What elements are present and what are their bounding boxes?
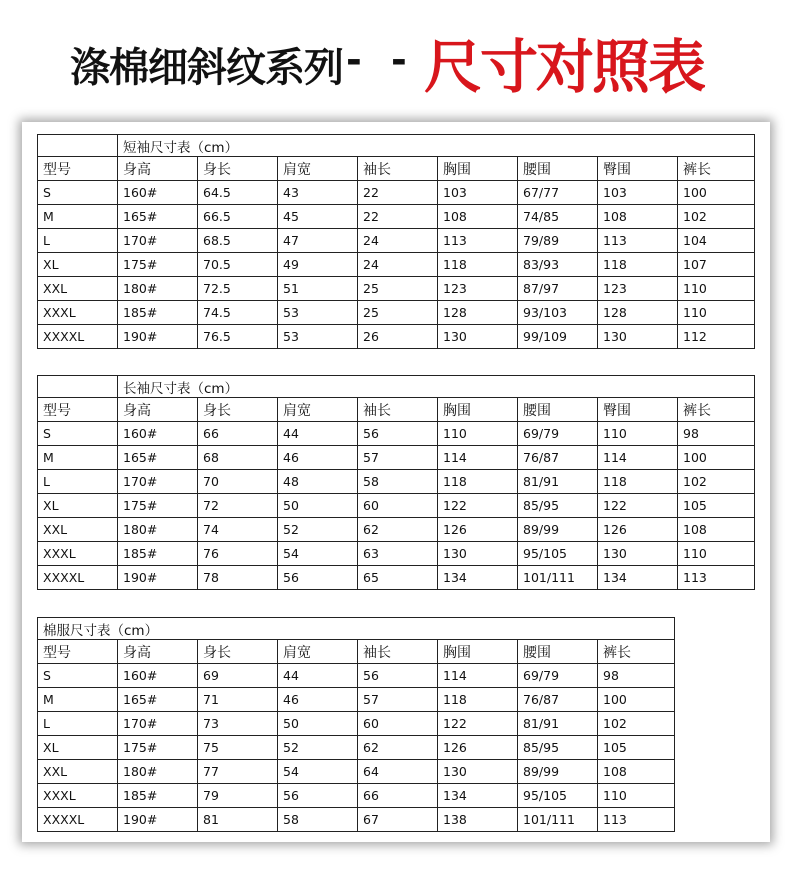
table-cell: 56	[358, 422, 438, 446]
size-code-cell: M	[38, 205, 118, 229]
table-cell: 175#	[118, 736, 198, 760]
table-cell: 100	[678, 446, 755, 470]
title-separator: - -	[346, 38, 415, 82]
table-cell: 134	[598, 566, 678, 590]
table-cell: 110	[678, 301, 755, 325]
table-cell: 62	[358, 736, 438, 760]
table-cell: 185#	[118, 542, 198, 566]
table-row	[38, 470, 755, 494]
table-row	[38, 784, 675, 808]
table-cell: 170#	[118, 712, 198, 736]
table-cell: 170#	[118, 229, 198, 253]
header-cell: 胸围	[438, 157, 518, 181]
table-cell: 110	[438, 422, 518, 446]
table-body	[38, 664, 675, 832]
table-caption: 短袖尺寸表（cm）	[118, 135, 755, 157]
table-cell: 44	[278, 664, 358, 688]
table-cell: 165#	[118, 446, 198, 470]
table-caption: 长袖尺寸表（cm）	[118, 376, 755, 398]
table-cell: 112	[678, 325, 755, 349]
long-sleeve-size-table	[37, 375, 755, 590]
size-code-cell: M	[38, 446, 118, 470]
table-cell: 44	[278, 422, 358, 446]
table-caption: 棉服尺寸表（cm）	[38, 618, 675, 640]
table-cell: 79	[198, 784, 278, 808]
table-cell: 76/87	[518, 446, 598, 470]
header-cell: 身长	[198, 398, 278, 422]
table-cell: 72	[198, 494, 278, 518]
table-row	[38, 736, 675, 760]
table-row	[38, 494, 755, 518]
header-cell: 肩宽	[278, 398, 358, 422]
table-cell: 128	[598, 301, 678, 325]
size-code-cell: XXXL	[38, 301, 118, 325]
table-cell: 56	[278, 566, 358, 590]
caption-blank-cell	[38, 376, 118, 398]
table-cell: 102	[598, 712, 675, 736]
size-code-cell: L	[38, 712, 118, 736]
table-cell: 52	[278, 518, 358, 542]
table-row	[38, 325, 755, 349]
table-cell: 114	[438, 446, 518, 470]
table-cell: 118	[598, 253, 678, 277]
table-cell: 134	[438, 784, 518, 808]
table-cell: 160#	[118, 664, 198, 688]
table-cell: 123	[598, 277, 678, 301]
table-cell: 108	[598, 205, 678, 229]
header-cell: 身高	[118, 398, 198, 422]
size-code-cell: S	[38, 422, 118, 446]
table-cell: 81/91	[518, 712, 598, 736]
table-row	[38, 808, 675, 832]
table-cell: 58	[278, 808, 358, 832]
table-cell: 67	[358, 808, 438, 832]
table-cell: 25	[358, 277, 438, 301]
table-cell: 47	[278, 229, 358, 253]
header-cell: 身长	[198, 157, 278, 181]
table-cell: 24	[358, 229, 438, 253]
table-cell: 45	[278, 205, 358, 229]
table-row	[38, 542, 755, 566]
header-cell: 腰围	[518, 640, 598, 664]
header-cell: 型号	[38, 640, 118, 664]
table-cell: 114	[598, 446, 678, 470]
header-cell: 袖长	[358, 398, 438, 422]
table-row	[38, 277, 755, 301]
table-cell: 64.5	[198, 181, 278, 205]
table-cell: 130	[438, 542, 518, 566]
table-cell: 190#	[118, 566, 198, 590]
header-cell: 裤长	[598, 640, 675, 664]
table-row	[38, 301, 755, 325]
size-code-cell: L	[38, 470, 118, 494]
table-cell: 108	[598, 760, 675, 784]
table-cell: 105	[678, 494, 755, 518]
table-cell: 81/91	[518, 470, 598, 494]
table-cell: 98	[678, 422, 755, 446]
header-cell: 裤长	[678, 157, 755, 181]
table-cell: 138	[438, 808, 518, 832]
table-cell: 46	[278, 688, 358, 712]
table-cell: 122	[438, 494, 518, 518]
header-cell: 裤长	[678, 398, 755, 422]
table-cell: 43	[278, 181, 358, 205]
header-cell: 胸围	[438, 640, 518, 664]
table-cell: 114	[438, 664, 518, 688]
table-caption-row	[38, 376, 755, 398]
table-cell: 74	[198, 518, 278, 542]
size-code-cell: XXXL	[38, 542, 118, 566]
table-cell: 87/97	[518, 277, 598, 301]
table-cell: 50	[278, 494, 358, 518]
size-code-cell: S	[38, 181, 118, 205]
table-cell: 78	[198, 566, 278, 590]
size-code-cell: XL	[38, 253, 118, 277]
table-cell: 118	[438, 470, 518, 494]
table-cell: 76	[198, 542, 278, 566]
table-row	[38, 688, 675, 712]
size-code-cell: XL	[38, 736, 118, 760]
size-code-cell: L	[38, 229, 118, 253]
table-cell: 22	[358, 205, 438, 229]
table-row	[38, 229, 755, 253]
table-cell: 110	[598, 422, 678, 446]
size-code-cell: XXXXL	[38, 566, 118, 590]
table-cell: 180#	[118, 518, 198, 542]
table-cell: 105	[598, 736, 675, 760]
table-cell: 75	[198, 736, 278, 760]
table-row	[38, 422, 755, 446]
table-cell: 62	[358, 518, 438, 542]
table-cell: 185#	[118, 784, 198, 808]
table-cell: 22	[358, 181, 438, 205]
table-cell: 69/79	[518, 422, 598, 446]
caption-blank-cell	[38, 135, 118, 157]
table-cell: 56	[278, 784, 358, 808]
table-cell: 128	[438, 301, 518, 325]
table-cell: 74/85	[518, 205, 598, 229]
size-code-cell: XXL	[38, 518, 118, 542]
table-cell: 110	[598, 784, 675, 808]
cotton-padded-size-table	[37, 617, 675, 832]
size-code-cell: XXL	[38, 277, 118, 301]
table-cell: 70	[198, 470, 278, 494]
table-cell: 81	[198, 808, 278, 832]
table-cell: 118	[438, 253, 518, 277]
table-cell: 165#	[118, 688, 198, 712]
table-cell: 165#	[118, 205, 198, 229]
table-cell: 99/109	[518, 325, 598, 349]
header-cell: 袖长	[358, 157, 438, 181]
table-cell: 103	[438, 181, 518, 205]
table-cell: 53	[278, 301, 358, 325]
table-cell: 126	[438, 736, 518, 760]
table-cell: 102	[678, 470, 755, 494]
table-cell: 76.5	[198, 325, 278, 349]
table-row	[38, 518, 755, 542]
header-cell: 腰围	[518, 157, 598, 181]
size-code-cell: S	[38, 664, 118, 688]
size-code-cell: XXXXL	[38, 808, 118, 832]
table-cell: 130	[598, 325, 678, 349]
table-cell: 68.5	[198, 229, 278, 253]
table-cell: 79/89	[518, 229, 598, 253]
header-cell: 肩宽	[278, 640, 358, 664]
table-cell: 101/111	[518, 566, 598, 590]
table-cell: 89/99	[518, 518, 598, 542]
header-cell: 肩宽	[278, 157, 358, 181]
table-cell: 126	[438, 518, 518, 542]
table-cell: 53	[278, 325, 358, 349]
table-cell: 56	[358, 664, 438, 688]
table-cell: 180#	[118, 277, 198, 301]
banner	[0, 0, 790, 118]
table-cell: 190#	[118, 808, 198, 832]
table-cell: 100	[678, 181, 755, 205]
table-cell: 113	[678, 566, 755, 590]
table-cell: 66	[358, 784, 438, 808]
table-cell: 175#	[118, 494, 198, 518]
header-cell: 袖长	[358, 640, 438, 664]
table-cell: 25	[358, 301, 438, 325]
table-cell: 113	[438, 229, 518, 253]
table-cell: 69	[198, 664, 278, 688]
table-cell: 93/103	[518, 301, 598, 325]
table-cell: 77	[198, 760, 278, 784]
table-header-row	[38, 157, 755, 181]
table-cell: 95/105	[518, 542, 598, 566]
table-cell: 60	[358, 712, 438, 736]
table-cell: 118	[438, 688, 518, 712]
table-row	[38, 181, 755, 205]
table-cell: 26	[358, 325, 438, 349]
table-cell: 103	[598, 181, 678, 205]
table-cell: 76/87	[518, 688, 598, 712]
header-cell: 臀围	[598, 398, 678, 422]
table-cell: 108	[678, 518, 755, 542]
size-code-cell: XXXL	[38, 784, 118, 808]
short-sleeve-size-table	[37, 134, 755, 349]
table-cell: 89/99	[518, 760, 598, 784]
table-cell: 185#	[118, 301, 198, 325]
table-cell: 73	[198, 712, 278, 736]
table-caption-row	[38, 618, 675, 640]
table-cell: 67/77	[518, 181, 598, 205]
header-cell: 腰围	[518, 398, 598, 422]
table-cell: 66.5	[198, 205, 278, 229]
table-cell: 98	[598, 664, 675, 688]
table-cell: 68	[198, 446, 278, 470]
table-cell: 175#	[118, 253, 198, 277]
series-title: 涤棉细斜纹系列	[70, 45, 343, 91]
table-row	[38, 446, 755, 470]
header-cell: 身高	[118, 157, 198, 181]
table-cell: 118	[598, 470, 678, 494]
table-row	[38, 664, 675, 688]
header-cell: 身长	[198, 640, 278, 664]
table-cell: 85/95	[518, 736, 598, 760]
table-cell: 85/95	[518, 494, 598, 518]
table-cell: 160#	[118, 181, 198, 205]
table-row	[38, 566, 755, 590]
header-cell: 型号	[38, 157, 118, 181]
table-header-row	[38, 640, 675, 664]
table-cell: 113	[598, 229, 678, 253]
table-cell: 46	[278, 446, 358, 470]
table-cell: 130	[438, 760, 518, 784]
table-cell: 74.5	[198, 301, 278, 325]
table-cell: 60	[358, 494, 438, 518]
table-cell: 50	[278, 712, 358, 736]
table-cell: 54	[278, 760, 358, 784]
table-body	[38, 181, 755, 349]
table-cell: 110	[678, 542, 755, 566]
table-cell: 52	[278, 736, 358, 760]
table-cell: 49	[278, 253, 358, 277]
table-body	[38, 422, 755, 590]
table-cell: 122	[598, 494, 678, 518]
table-row	[38, 760, 675, 784]
table-cell: 101/111	[518, 808, 598, 832]
table-cell: 69/79	[518, 664, 598, 688]
table-cell: 83/93	[518, 253, 598, 277]
table-cell: 113	[598, 808, 675, 832]
size-chart-title: 尺寸对照表	[424, 33, 705, 101]
table-cell: 180#	[118, 760, 198, 784]
table-cell: 170#	[118, 470, 198, 494]
table-cell: 51	[278, 277, 358, 301]
table-cell: 72.5	[198, 277, 278, 301]
table-cell: 48	[278, 470, 358, 494]
table-cell: 71	[198, 688, 278, 712]
table-cell: 24	[358, 253, 438, 277]
table-cell: 63	[358, 542, 438, 566]
table-cell: 70.5	[198, 253, 278, 277]
table-cell: 104	[678, 229, 755, 253]
header-cell: 型号	[38, 398, 118, 422]
table-cell: 57	[358, 688, 438, 712]
table-caption-row	[38, 135, 755, 157]
size-code-cell: XXL	[38, 760, 118, 784]
header-cell: 身高	[118, 640, 198, 664]
table-cell: 102	[678, 205, 755, 229]
table-cell: 122	[438, 712, 518, 736]
table-cell: 65	[358, 566, 438, 590]
size-code-cell: XXXXL	[38, 325, 118, 349]
table-cell: 66	[198, 422, 278, 446]
table-cell: 130	[598, 542, 678, 566]
size-code-cell: M	[38, 688, 118, 712]
table-cell: 126	[598, 518, 678, 542]
table-cell: 130	[438, 325, 518, 349]
table-row	[38, 205, 755, 229]
table-cell: 54	[278, 542, 358, 566]
table-cell: 100	[598, 688, 675, 712]
table-cell: 95/105	[518, 784, 598, 808]
table-row	[38, 712, 675, 736]
table-cell: 107	[678, 253, 755, 277]
table-cell: 110	[678, 277, 755, 301]
table-cell: 64	[358, 760, 438, 784]
size-code-cell: XL	[38, 494, 118, 518]
table-row	[38, 253, 755, 277]
table-cell: 123	[438, 277, 518, 301]
table-header-row	[38, 398, 755, 422]
table-cell: 57	[358, 446, 438, 470]
table-cell: 108	[438, 205, 518, 229]
table-cell: 134	[438, 566, 518, 590]
table-cell: 160#	[118, 422, 198, 446]
header-cell: 臀围	[598, 157, 678, 181]
header-cell: 胸围	[438, 398, 518, 422]
table-cell: 190#	[118, 325, 198, 349]
table-cell: 58	[358, 470, 438, 494]
